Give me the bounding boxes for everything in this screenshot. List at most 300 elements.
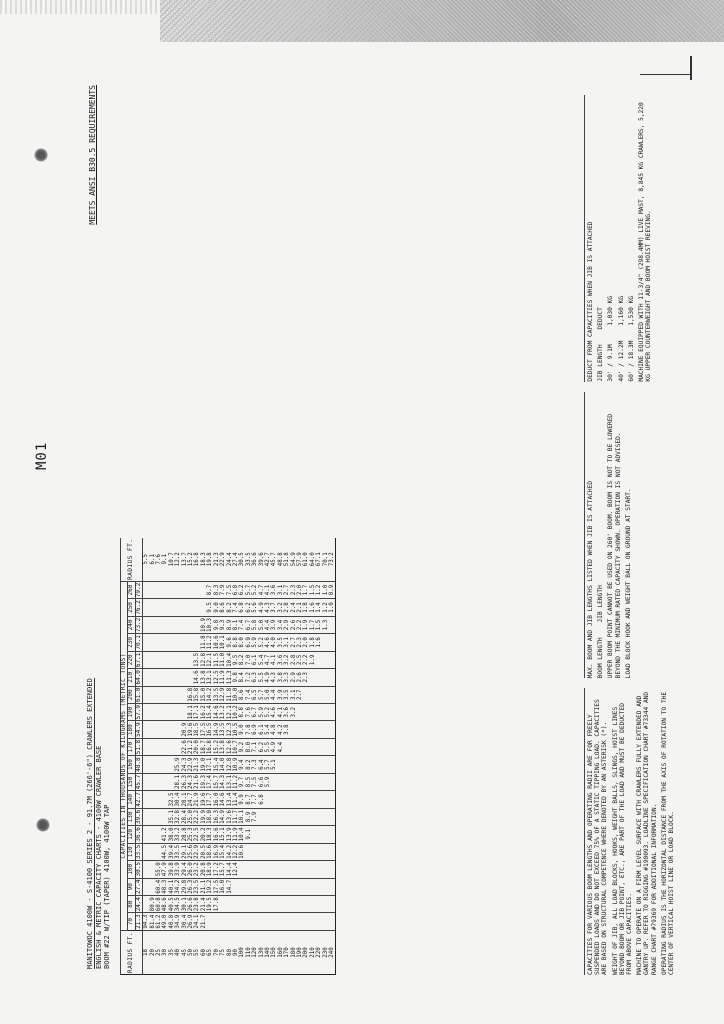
capacity-cell: 24.3	[181, 757, 188, 772]
capacity-cell: 3.9	[271, 616, 277, 633]
radius-cell: 50	[188, 930, 194, 974]
capacity-cell: 9.1	[246, 826, 252, 843]
capacity-cell: 11.9	[232, 827, 239, 842]
capacity-cell	[329, 616, 336, 633]
capacity-cell: 1.5	[316, 616, 322, 633]
capacity-cell: 9.2	[239, 738, 245, 755]
capacity-cell: 2.2	[297, 616, 303, 633]
radius-metric-cell: 5.5	[143, 538, 150, 582]
capacity-cell: 3.4	[278, 616, 284, 633]
boom-length-metric-header: 54.9	[134, 722, 142, 737]
capacity-cell: 20.2	[200, 827, 207, 842]
radius-metric-cell: 15.2	[188, 538, 194, 582]
capacity-cell: 11.2	[207, 635, 214, 650]
boom-length-header: 260	[128, 581, 135, 598]
capacity-cell: 2.8	[291, 651, 297, 668]
capacity-cell: 4.1	[271, 651, 277, 668]
punch-hole-bottom	[36, 818, 50, 832]
capacity-cell: 7.6	[246, 703, 252, 720]
capacity-cell: 5.9	[259, 703, 265, 720]
radius-cell: 220	[316, 930, 322, 974]
capacity-cell: 34.9	[175, 914, 182, 929]
capacity-cell: 17.8	[213, 897, 220, 912]
capacity-cell: 15.1	[220, 827, 227, 842]
radius-cell: 180	[291, 930, 297, 974]
capacity-cell: 3.8	[278, 669, 284, 686]
capacity-cell	[143, 843, 150, 860]
capacity-cell: 20.0	[194, 740, 201, 755]
capacity-cell: 10.6	[213, 635, 220, 650]
boom-length-header: 190	[128, 703, 135, 720]
radius-metric-cell: 27.4	[233, 538, 239, 582]
capacity-cell: 14.3	[220, 775, 227, 790]
radius-metric-cell: 9.1	[162, 538, 168, 582]
capacity-cell: 26.3	[188, 879, 195, 894]
radius-cell: 210	[310, 930, 316, 974]
capacity-cell: 28.8	[181, 827, 188, 842]
boom-length-header: 240	[128, 616, 135, 633]
capacity-cell: 1.2	[323, 599, 329, 616]
capacity-cell: 94.3	[143, 914, 150, 929]
boom-length-header: 90	[128, 878, 135, 895]
capacity-cell: 2.3	[297, 634, 303, 651]
capacity-cell: 33.5	[175, 844, 182, 859]
boom-length-metric-header: 45.7	[134, 774, 142, 790]
radius-cell: 60	[201, 930, 207, 974]
capacity-cell: 4.6	[265, 634, 271, 651]
boom-length-header: 80	[128, 895, 135, 912]
capacity-cell	[329, 913, 336, 930]
capacity-cell: 7.4	[233, 599, 239, 616]
capacity-cell: 2.9	[284, 616, 290, 633]
note: BOOM LENGTH JIB LENGTH	[597, 585, 605, 679]
radius-cell: 80	[227, 930, 233, 974]
note: 40' / 12.2M 1,160 KG	[617, 295, 625, 382]
capacity-cell: 8.6	[239, 686, 245, 703]
capacity-cell: 3.6	[284, 703, 290, 720]
capacity-cell: 11.8	[200, 635, 207, 650]
radius-cell: 25	[156, 930, 162, 974]
capacity-cell: 8.5	[246, 773, 252, 790]
capacity-cell: 26.9	[188, 914, 195, 929]
capacity-cell: 6.6	[259, 773, 265, 790]
capacity-cell	[329, 738, 336, 755]
capacity-cell: 4.1	[265, 581, 271, 598]
capacity-cell: 1.9	[303, 616, 309, 633]
capacity-cell: 14.6	[194, 670, 201, 685]
capacity-cell: 5.2	[252, 581, 258, 598]
capacity-cell: 2.7	[297, 686, 303, 703]
capacity-cell	[329, 843, 336, 860]
capacity-cell	[329, 721, 336, 738]
capacity-cell: 14.4	[226, 862, 233, 877]
radius-header-left: RADIUS FT.	[121, 930, 143, 974]
capacity-cell: 32.8	[175, 809, 182, 824]
radius-metric-cell: 48.8	[278, 538, 284, 582]
radius-metric-cell: 51.8	[284, 538, 290, 582]
capacity-cell: 5.2	[259, 634, 265, 651]
capacity-cell: 30.4	[181, 914, 188, 929]
header-line-3: BOOM #22 W/TIP (TAPER) 4100W, 4100W TAP	[103, 804, 111, 969]
capacity-cell: 39.8	[168, 862, 175, 877]
boom-length-metric-header: 42.7	[134, 792, 142, 807]
capacity-cell: 15.7	[220, 862, 227, 877]
capacity-cell: 2.7	[291, 634, 297, 651]
capacity-cell: 40.8	[168, 914, 175, 929]
radius-cell: 20	[150, 930, 156, 974]
capacity-cell: 21.1	[200, 879, 207, 894]
radius-cell: 35	[169, 930, 175, 974]
capacity-cell: 3.1	[291, 686, 297, 703]
capacity-cell: 12.3	[226, 722, 233, 737]
capacity-cell	[143, 791, 150, 808]
capacity-cell: 2.1	[297, 599, 303, 616]
capacity-cell: 60.4	[156, 879, 163, 894]
capacity-cell: 4.3	[265, 599, 271, 616]
capacity-cell: 19.2	[207, 879, 214, 894]
capacity-cell	[143, 721, 150, 738]
capacity-cell: 4.8	[271, 721, 277, 738]
capacity-cell: 19.3	[200, 775, 207, 790]
capacity-cell	[143, 686, 150, 703]
capacity-cell: 7.9	[252, 808, 258, 825]
capacity-cell	[329, 878, 336, 895]
capacity-cell: 18.3	[207, 827, 214, 842]
capacity-cell: 12.4	[232, 862, 239, 877]
capacity-cell: 14.6	[220, 792, 227, 807]
capacity-cell: 18.1	[188, 705, 195, 720]
capacity-cell: 15.7	[213, 775, 220, 790]
capacity-cell: 22.5	[194, 827, 201, 842]
capacity-cell: 5.8	[252, 616, 258, 633]
chart-notes	[584, 95, 678, 975]
capacity-cell: 4.3	[271, 669, 277, 686]
capacity-cell: 11.7	[232, 809, 239, 824]
boom-length-header: 130	[128, 808, 135, 825]
capacity-cell: 9.3	[220, 616, 226, 633]
note: JIB LENGTH DEDUCT	[597, 307, 605, 382]
capacity-cell: 17.7	[207, 792, 214, 807]
radius-cell: 90	[233, 930, 239, 974]
capacity-cell: 80.9	[149, 897, 156, 912]
radius-metric-cell: 16.8	[194, 538, 200, 582]
capacity-cell: 5.5	[259, 669, 265, 686]
capacity-cell: 6.3	[252, 669, 258, 686]
capacity-cell: 24.7	[188, 792, 195, 807]
capacity-cell: 60.8	[156, 897, 163, 912]
capacity-cell: 17.4	[207, 775, 214, 790]
capacity-cell: 23.8	[194, 897, 201, 912]
capacity-cell: 13.2	[220, 705, 227, 720]
capacity-cell: 7.5	[252, 773, 258, 790]
capacity-cell: 3.2	[284, 651, 290, 668]
capacity-cell	[329, 773, 336, 790]
capacity-cell: 9.6	[227, 634, 233, 651]
radius-metric-cell: 42.7	[265, 538, 271, 582]
capacity-cell: 19.5	[207, 897, 214, 912]
capacity-cell: 12.2	[232, 844, 239, 859]
radius-cell: 55	[194, 930, 200, 974]
capacity-cell: 4.2	[278, 721, 284, 738]
chart-header	[86, 678, 111, 969]
capacity-cell: 28.4	[181, 809, 188, 824]
capacity-cell: 8.2	[227, 599, 233, 616]
ansi-compliance-note: MEETS ANSI B30.5 REQUIREMENTS	[88, 85, 97, 225]
capacity-cell: 38.0	[168, 827, 175, 842]
capacity-cell	[143, 738, 150, 755]
capacity-rows	[143, 538, 336, 975]
radius-cell: 140	[265, 930, 271, 974]
capacity-cell: 2.9	[291, 669, 297, 686]
capacity-cell: 2.3	[303, 669, 309, 686]
capacity-cell: 3.5	[284, 686, 290, 703]
capacity-cell: 10.7	[232, 740, 239, 755]
capacity-cell: 1.8	[310, 634, 316, 651]
radius-cell: 230	[323, 930, 329, 974]
capacity-cell: 14.9	[220, 809, 227, 824]
boom-length-header: 140	[128, 791, 135, 808]
capacity-cell: 4.7	[259, 581, 265, 598]
capacity-cell: 12.6	[226, 740, 233, 755]
capacity-cell: 16.8	[207, 740, 214, 755]
capacity-cell: 22.2	[194, 809, 201, 824]
capacity-cell: 15.4	[213, 757, 220, 772]
capacity-cell	[143, 826, 150, 843]
capacity-cell: 24.1	[194, 914, 201, 929]
capacity-cell: 17.1	[207, 757, 214, 772]
capacity-cell: 2.8	[284, 599, 290, 616]
capacity-cell	[329, 686, 336, 703]
capacity-cell	[143, 581, 150, 598]
capacity-cell: 20.8	[200, 862, 207, 877]
capacity-cell: 16.9	[213, 844, 220, 859]
boom-length-metric-header: 79.2	[134, 582, 142, 598]
capacity-cell: 4.7	[265, 651, 271, 668]
radius-cell: 45	[182, 930, 188, 974]
radius-cell: 110	[246, 930, 252, 974]
capacity-cell: 2.6	[297, 669, 303, 686]
capacity-cell: 6.1	[252, 651, 258, 668]
capacity-cell: 8.4	[239, 669, 245, 686]
capacity-cell: 25.6	[188, 844, 195, 859]
capacity-cell: 2.4	[291, 599, 297, 616]
capacity-cell: 13.8	[220, 740, 227, 755]
boom-length-metric-header: 48.8	[134, 757, 142, 772]
capacity-cell: 14.2	[207, 687, 214, 702]
boom-length-header: 160	[128, 756, 135, 773]
boom-length-header: 150	[128, 773, 135, 790]
capacity-cell: 7.4	[239, 616, 245, 633]
capacity-cell: 13.5	[213, 687, 220, 702]
capacity-cell: 29.1	[181, 844, 188, 859]
capacity-cell	[143, 773, 150, 790]
capacity-cell: 16.3	[213, 809, 220, 824]
radius-cell: 75	[220, 930, 226, 974]
capacity-cell: 47.9	[162, 862, 169, 877]
capacity-cell: 24.3	[188, 775, 195, 790]
capacity-cell: 9.9	[239, 791, 245, 808]
capacity-cell: 3.2	[291, 703, 297, 720]
capacity-cell: 19.9	[200, 809, 207, 824]
radius-metric-cell: 45.7	[271, 538, 277, 582]
capacity-cell: 10.0	[232, 687, 239, 702]
radius-cell: 65	[207, 930, 213, 974]
capacity-cell: 5.2	[265, 703, 271, 720]
boom-length-header: 180	[128, 721, 135, 738]
boom-length-metric-header: 24.4	[134, 896, 142, 912]
capacity-cell: 9.7	[239, 773, 245, 790]
capacity-cell: 5.4	[259, 651, 265, 668]
capacity-cell: 15.4	[207, 705, 214, 720]
capacity-cell	[329, 826, 336, 843]
capacity-cell: 8.0	[246, 738, 252, 755]
capacity-cell: 35.1	[168, 809, 175, 824]
photocopy-noise-left	[0, 0, 160, 14]
capacity-cell: 26.0	[188, 862, 195, 877]
note: UPPER BOOM POINT CANNOT BE USED ON 260' BOOM. BOOM IS NOT TO BE LOWERED BEYOND THE MINIMUM RATED CAPACITY SHOWN. OPERATION IS NOT ADVISED.	[607, 410, 622, 679]
capacity-cell: 26.6	[188, 897, 195, 912]
capacity-cell: 17.1	[194, 705, 201, 720]
capacity-cell: 11.3	[226, 670, 233, 685]
capacity-cell: 12.5	[213, 670, 220, 685]
capacity-cell: 2.7	[284, 581, 290, 598]
capacity-cell: 19.6	[188, 722, 195, 737]
capacity-cell: 3.6	[278, 651, 284, 668]
capacity-cell: 6.9	[246, 634, 252, 651]
capacity-cell: 5.7	[259, 686, 265, 703]
capacity-cell: 8.2	[239, 651, 245, 668]
capacity-cell: 5.9	[265, 773, 271, 790]
capacity-cell: 7.8	[246, 721, 252, 738]
note: MAX. BOOM AND JIB LENGTHS LISTED WHEN JIB IS ATTACHED	[587, 480, 594, 679]
capacity-cell	[143, 669, 150, 686]
capacity-cell: 10.1	[239, 809, 246, 824]
capacity-cell: 14.2	[226, 844, 233, 859]
radius-metric-cell: 12.2	[175, 538, 181, 582]
boom-length-header: 170	[128, 738, 135, 755]
capacity-cell: 0.9	[329, 581, 336, 598]
radius-metric-cell: 24.4	[227, 538, 233, 582]
notes-column-1	[584, 688, 678, 975]
radius-cell: 190	[297, 930, 303, 974]
photocopy-noise-strip	[160, 0, 724, 42]
boom-length-metric-header: 21.3	[134, 914, 142, 929]
capacity-cell: 40.1	[168, 879, 175, 894]
capacity-cell	[143, 756, 150, 773]
capacity-cell: 10.1	[220, 635, 227, 650]
radius-header-right: RADIUS FT.	[121, 538, 143, 582]
capacity-cell: 15.0	[200, 687, 207, 702]
capacity-cell: 7.4	[246, 686, 252, 703]
radius-metric-cell: 57.9	[297, 538, 303, 582]
radius-metric-cell: 6.1	[150, 538, 156, 582]
capacity-cell	[329, 861, 336, 878]
capacity-cell: 2.2	[303, 651, 309, 668]
capacity-cell: 7.7	[252, 791, 258, 808]
capacity-cell: 6.5	[252, 686, 258, 703]
capacity-cell: 6.9	[252, 721, 258, 738]
capacity-cell: 9.0	[239, 721, 245, 738]
capacity-cell: 2.3	[291, 581, 297, 598]
capacity-cell: 20.5	[200, 844, 207, 859]
capacity-cell: 5.6	[252, 599, 258, 616]
capacity-cell: 7.0	[246, 651, 252, 668]
capacity-cell: 34.5	[175, 897, 182, 912]
capacity-cell: 6.8	[233, 581, 239, 598]
capacity-cell: 6.1	[259, 721, 265, 738]
radius-cell: 130	[259, 930, 265, 974]
note: LOAD BLOCK HOOK AND WEIGHT BALL ON GROUND AT START.	[624, 488, 632, 679]
capacity-cell: 49.0	[162, 914, 169, 929]
capacity-cell: 29.8	[181, 879, 188, 894]
capacity-cell: 3.7	[271, 599, 277, 616]
radius-metric-cell: 54.9	[291, 538, 297, 582]
capacity-cell: 21.6	[194, 775, 201, 790]
boom-length-header: 120	[128, 826, 135, 843]
capacity-cell: 8.6	[220, 599, 226, 616]
capacity-cell: 6.7	[252, 703, 258, 720]
note: MACHINE EQUIPPED WITH 11-3/4" (298.4MM) LIVE MAST, 8,845 KG CRAWLERS, 5,220 KG UPPER COUNTERWEIGHT AND BOOM HOIST REEVING.	[638, 98, 653, 382]
radius-metric-cell: 67.1	[316, 538, 322, 582]
capacity-cell: 5.7	[246, 581, 252, 598]
radius-metric-cell: 7.6	[156, 538, 162, 582]
capacity-table	[120, 538, 336, 975]
capacity-cell: 5.1	[271, 756, 277, 773]
capacity-cell: 16.2	[200, 705, 207, 720]
capacity-cell: 44.5	[162, 844, 169, 859]
capacity-cell: 13.8	[200, 670, 207, 685]
radius-metric-cell: 30.5	[239, 538, 245, 582]
capacity-cell: 33.2	[175, 827, 182, 842]
capacity-cell: 6.8	[239, 599, 245, 616]
note: WEIGHT OF JIB, ALL LOAD BLOCKS, HOOKS, WEIGHT BALLS, SLINGS, HOIST LINES BEYOND BOOM OR JIB POINT, ETC., ARE PART OF THE LOAD AND MUST BE DEDUCTED FROM ABOVE CAPACITIES.	[611, 699, 634, 975]
radius-metric-cell: 61.0	[303, 538, 309, 582]
capacity-cell: 8.0	[239, 634, 245, 651]
capacity-cell	[329, 634, 336, 651]
boom-length-metric-header: 70.1	[134, 635, 142, 650]
capacity-cell	[143, 651, 150, 668]
radius-metric-cell: 18.3	[201, 538, 207, 582]
capacity-cell: 14.0	[220, 757, 227, 772]
capacity-cell: 8.9	[246, 808, 252, 825]
note: 60' / 18.3M 1,530 KG	[627, 295, 635, 382]
capacity-cell: 1.7	[303, 581, 309, 598]
header-line-2: ENGLISH & METRIC CAPACITY CHARTS - 4100W CRAWLER BASE	[95, 745, 103, 969]
radius-metric-cell: 73.2	[329, 538, 336, 582]
capacity-cell: 11.2	[232, 775, 239, 790]
radius-cell: 70	[214, 930, 220, 974]
capacity-cell	[143, 634, 150, 651]
capacity-cell: 21.4	[200, 897, 207, 912]
radius-cell: 200	[303, 930, 309, 974]
capacity-cell: 7.2	[246, 669, 252, 686]
capacity-cell	[329, 669, 336, 686]
capacity-cell: 15.8	[194, 687, 201, 702]
capacity-cell: 13.4	[226, 792, 233, 807]
capacity-cell: 33.9	[175, 862, 182, 877]
capacity-cell: 30.1	[181, 897, 188, 912]
capacity-cell: 1.4	[316, 599, 322, 616]
capacity-cell: 6.8	[259, 791, 265, 808]
capacity-cell: 1.5	[310, 581, 316, 598]
capacity-cell: 22.9	[188, 757, 195, 772]
capacity-cell: 5.7	[265, 756, 271, 773]
capacity-cell: 29.4	[181, 862, 188, 877]
capacity-cell: 1.0	[323, 581, 329, 598]
capacity-cell: 39.4	[168, 844, 175, 859]
radius-cell: 240	[329, 930, 336, 974]
capacity-cell: 10.2	[232, 705, 239, 720]
